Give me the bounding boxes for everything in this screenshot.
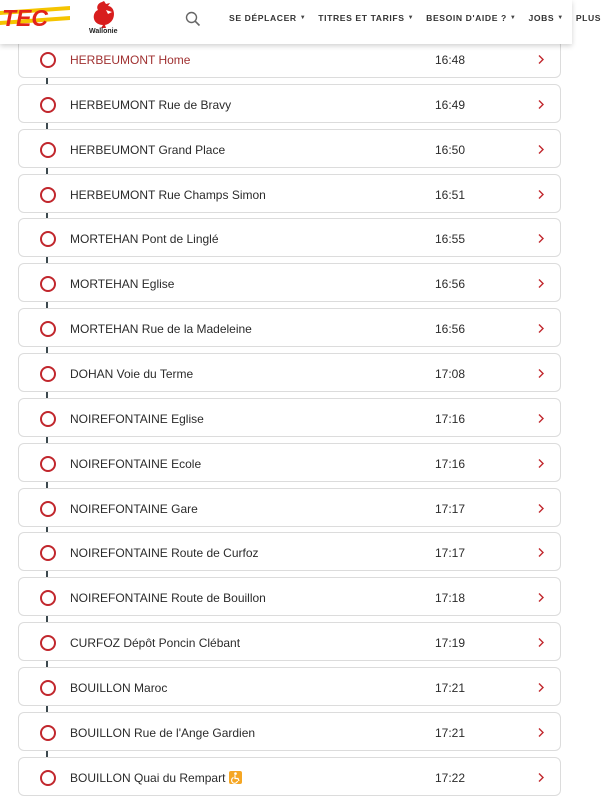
nav-label: BESOIN D'AIDE ? [426, 13, 507, 23]
chevron-right-icon[interactable] [537, 637, 545, 648]
tec-logo-text: TEC [2, 5, 48, 31]
stop-name: MORTEHAN Eglise [70, 277, 175, 291]
stop-name: HERBEUMONT Grand Place [70, 143, 226, 157]
caret-down-icon: ▼ [557, 15, 564, 21]
chevron-right-icon[interactable] [537, 458, 545, 469]
chevron-right-icon[interactable] [537, 682, 545, 693]
stop-row[interactable] [18, 712, 561, 751]
stop-time: 17:21 [435, 681, 466, 695]
stop-marker-icon [40, 501, 56, 517]
stop-marker-icon [40, 635, 56, 651]
stop-marker-icon [40, 97, 56, 113]
stop-row[interactable] [18, 129, 561, 168]
stop-row[interactable] [18, 353, 561, 392]
stop-name: NOIREFONTAINE Route de Curfoz [70, 546, 259, 560]
stop-row[interactable] [18, 622, 561, 661]
caret-down-icon: ▼ [407, 15, 415, 21]
stop-name: NOIREFONTAINE Eglise [70, 412, 204, 426]
stop-name: DOHAN Voie du Terme [70, 367, 194, 381]
stop-marker-icon [40, 366, 56, 382]
stop-name: BOUILLON Rue de l'Ange Gardien [70, 726, 256, 740]
stop-marker-icon [40, 187, 56, 203]
stop-time: 17:08 [435, 367, 466, 381]
chevron-right-icon[interactable] [537, 368, 545, 379]
nav-se-deplacer[interactable] [229, 13, 306, 23]
chevron-right-icon[interactable] [537, 547, 545, 558]
stop-time: 17:16 [435, 457, 466, 471]
chevron-right-icon[interactable] [537, 278, 545, 289]
stop-row[interactable] [18, 757, 561, 796]
stop-time: 16:55 [435, 232, 466, 246]
stop-row[interactable] [18, 532, 561, 571]
stop-time: 17:18 [435, 591, 466, 605]
stop-time: 16:51 [435, 188, 466, 202]
nav-plus[interactable] [576, 13, 601, 23]
stop-time: 16:56 [435, 277, 466, 291]
caret-down-icon: ▼ [509, 15, 517, 21]
stop-time: 17:19 [435, 636, 466, 650]
stop-time: 16:56 [435, 322, 466, 336]
stop-name: MORTEHAN Rue de la Madeleine [70, 322, 252, 336]
stop-name: HERBEUMONT Home [70, 53, 191, 67]
stop-marker-icon [40, 411, 56, 427]
chevron-right-icon[interactable] [537, 99, 545, 110]
nav-jobs[interactable] [528, 13, 563, 23]
tec-logo[interactable] [0, 2, 72, 34]
stop-row[interactable] [18, 398, 561, 437]
stop-row[interactable] [18, 84, 561, 123]
chevron-right-icon[interactable] [537, 772, 545, 783]
stop-marker-icon [40, 680, 56, 696]
stop-time: 17:17 [435, 546, 466, 560]
nav-label: TITRES ET TARIFS [318, 13, 405, 23]
wallonie-label: Wallonie [89, 28, 118, 35]
chevron-right-icon[interactable] [537, 144, 545, 155]
stop-name: BOUILLON Quai du Rempart [70, 771, 242, 785]
chevron-right-icon[interactable] [537, 54, 545, 65]
nav-besoin-aide[interactable] [426, 13, 516, 23]
stop-time: 17:16 [435, 412, 466, 426]
stop-marker-icon [40, 770, 56, 786]
stop-name: HERBEUMONT Rue de Bravy [70, 98, 232, 112]
stop-row[interactable] [18, 263, 561, 302]
search-icon[interactable] [185, 11, 201, 27]
chevron-right-icon[interactable] [537, 323, 545, 334]
nav-label: SE DÉPLACER [229, 13, 297, 23]
stop-name: NOIREFONTAINE Gare [70, 502, 198, 516]
stop-name: BOUILLON Maroc [70, 681, 168, 695]
chevron-right-icon[interactable] [537, 503, 545, 514]
chevron-right-icon[interactable] [537, 592, 545, 603]
stop-name: MORTEHAN Pont de Linglé [70, 232, 219, 246]
stop-marker-icon [40, 52, 56, 68]
caret-down-icon: ▼ [299, 15, 307, 21]
chevron-right-icon[interactable] [537, 233, 545, 244]
stop-time: 17:22 [435, 771, 466, 785]
nav-label: PLUS [575, 13, 602, 23]
stop-marker-icon [40, 590, 56, 606]
stop-marker-icon [40, 142, 56, 158]
stop-row[interactable] [18, 39, 561, 78]
stop-marker-icon [40, 276, 56, 292]
stop-row[interactable] [18, 488, 561, 527]
stop-row[interactable] [18, 308, 561, 347]
stop-name: NOIREFONTAINE Route de Bouillon [70, 591, 266, 605]
nav-titres-tarifs[interactable] [318, 13, 414, 23]
stop-time: 17:21 [435, 726, 466, 740]
wheelchair-icon [229, 771, 242, 784]
stop-name: CURFOZ Dépôt Poncin Clébant [70, 636, 241, 650]
stop-name: HERBEUMONT Rue Champs Simon [70, 188, 266, 202]
site-header [0, 0, 602, 44]
stop-row[interactable] [18, 443, 561, 482]
stop-row[interactable] [18, 577, 561, 616]
stop-marker-icon [40, 456, 56, 472]
stop-marker-icon [40, 231, 56, 247]
stop-time: 16:50 [435, 143, 466, 157]
stop-time: 16:48 [435, 53, 466, 67]
stop-time: 16:49 [435, 98, 466, 112]
chevron-right-icon[interactable] [537, 189, 545, 200]
stop-marker-icon [40, 545, 56, 561]
nav-label: JOBS [528, 13, 555, 23]
stop-row[interactable] [18, 218, 561, 257]
stop-row[interactable] [18, 174, 561, 213]
stop-time: 17:17 [435, 502, 466, 516]
chevron-right-icon[interactable] [537, 727, 545, 738]
stop-marker-icon [40, 725, 56, 741]
chevron-right-icon[interactable] [537, 413, 545, 424]
main-nav [229, 13, 613, 23]
stop-marker-icon [40, 321, 56, 337]
stop-row[interactable] [18, 667, 561, 706]
stop-name: NOIREFONTAINE Ecole [70, 457, 202, 471]
